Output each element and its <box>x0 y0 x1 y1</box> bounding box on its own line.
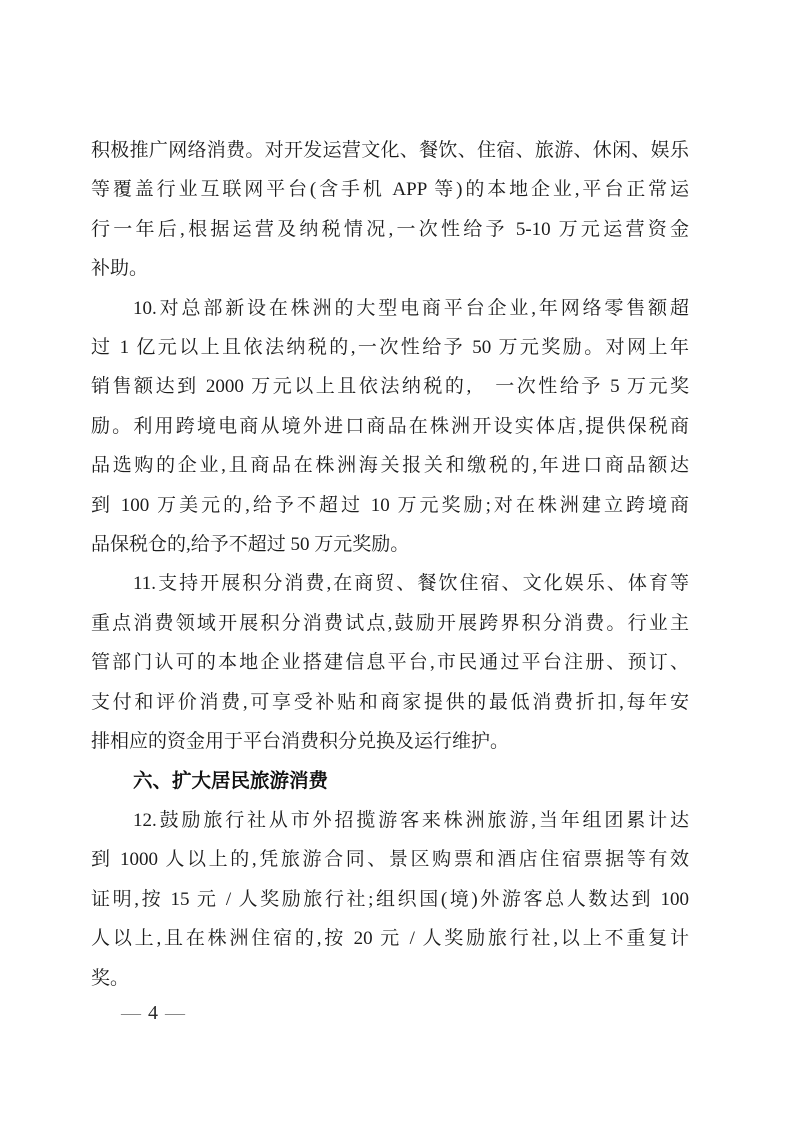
paragraph-item-11 <box>91 564 689 761</box>
text-line: 10.对总部新设在株洲的大型电商平台企业,年网络零售额超 <box>133 297 689 319</box>
text-line: 励。利用跨境电商从境外进口商品在株洲开设实体店,提供保税商 <box>91 415 689 437</box>
text-line: 行一年后,根据运营及纳税情况,一次性给予 5-10 万元运营资金 <box>91 218 689 240</box>
section-heading: 六、扩大居民旅游消费 <box>133 769 329 792</box>
text-line: 过 1 亿元以上且依法纳税的,一次性给予 50 万元奖励。对网上年 <box>91 337 689 359</box>
text-line: 等覆盖行业互联网平台(含手机 APP 等)的本地企业,平台正常运 <box>91 179 689 201</box>
document-body <box>91 131 689 998</box>
paragraph-item-10 <box>91 289 689 565</box>
paragraph-item-12 <box>91 801 689 998</box>
page-number-right-dash: — <box>165 1002 185 1024</box>
text-line: 证明,按 15 元 / 人奖励旅行社;组织国(境)外游客总人数达到 100 <box>91 888 689 910</box>
page-number-left-dash: — <box>121 1002 141 1024</box>
text-line: 品保税仓的,给予不超过 50 万元奖励。 <box>91 534 410 556</box>
text-line: 到 1000 人以上的,凭旅游合同、景区购票和酒店住宿票据等有效 <box>91 849 689 871</box>
paragraph-intro <box>91 131 689 289</box>
text-line: 排相应的资金用于平台消费积分兑换及运行维护。 <box>91 731 510 753</box>
text-line: 补助。 <box>91 258 149 280</box>
text-line: 重点消费领域开展积分消费试点,鼓励开展跨界积分消费。行业主 <box>91 612 689 634</box>
page-number-value: 4 <box>148 1002 158 1024</box>
text-line: 管部门认可的本地企业搭建信息平台,市民通过平台注册、预订、 <box>91 652 689 674</box>
text-line: 奖。 <box>91 967 130 989</box>
page-number <box>121 1001 185 1025</box>
text-line: 12.鼓励旅行社从市外招揽游客来株洲旅游,当年组团累计达 <box>133 809 689 831</box>
text-line: 积极推广网络消费。对开发运营文化、餐饮、住宿、旅游、休闲、娱乐 <box>91 140 689 161</box>
text-line: 品选购的企业,且商品在株洲海关报关和缴税的,年进口商品额达 <box>91 455 689 477</box>
text-line: 到 100 万美元的,给予不超过 10 万元奖励;对在株洲建立跨境商 <box>91 494 689 516</box>
text-line: 支付和评价消费,可享受补贴和商家提供的最低消费折扣,每年安 <box>91 691 689 713</box>
text-line: 人以上,且在株洲住宿的,按 20 元 / 人奖励旅行社,以上不重复计 <box>91 928 689 950</box>
text-line: 销售额达到 2000 万元以上且依法纳税的, 一次性给予 5 万元奖 <box>91 376 689 398</box>
text-line: 11.支持开展积分消费,在商贸、餐饮住宿、文化娱乐、体育等 <box>133 573 689 595</box>
